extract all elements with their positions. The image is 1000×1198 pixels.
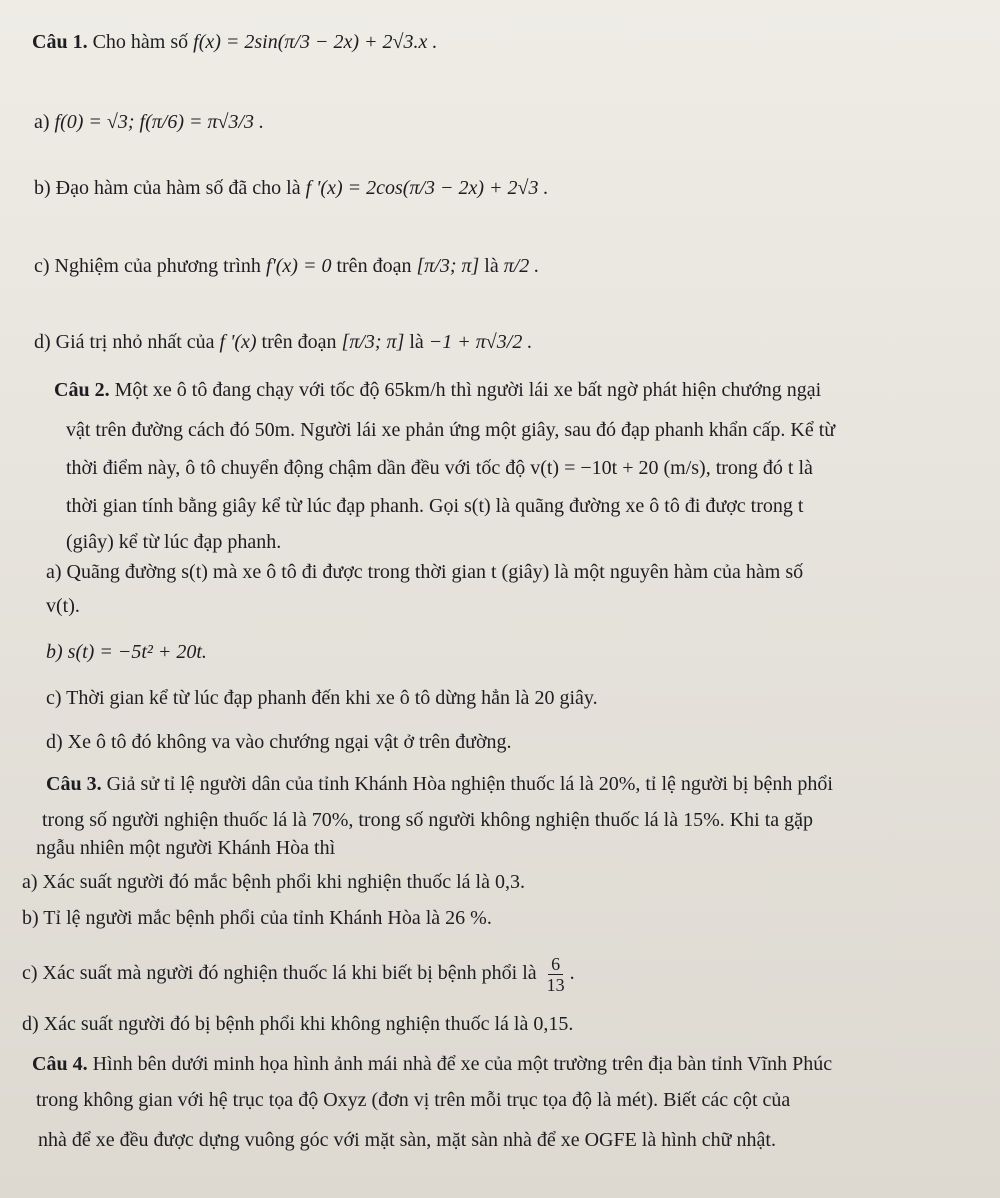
q2-label: Câu 2. bbox=[54, 379, 110, 401]
q3-text-1: Giả sử tỉ lệ người dân của tỉnh Khánh Hòa nghiện thuốc lá là 20%, tỉ lệ người bị bệnh phổi bbox=[106, 773, 833, 795]
q3-c-end: . bbox=[569, 962, 575, 985]
q4-line-2: trong không gian với hệ trục tọa độ Oxyz (đơn vị trên mỗi trục tọa độ là mét). Biết các cột của bbox=[36, 1089, 791, 1111]
q1-header bbox=[32, 30, 437, 54]
q1-a-text: f(0) = √3; f(π/6) = π√3/3 . bbox=[54, 111, 265, 133]
q1-formula: f(x) = 2sin(π/3 − 2x) + 2√3.x . bbox=[193, 31, 438, 53]
q1-option-a bbox=[34, 110, 264, 134]
q1-d-mid: trên đoạn bbox=[261, 331, 337, 353]
q1-d-label: d) bbox=[34, 331, 51, 353]
q1-d-answer: −1 + π√3/2 . bbox=[428, 331, 533, 353]
q4-line-1 bbox=[32, 1052, 832, 1076]
q1-d-interval: [π/3; π] bbox=[341, 331, 405, 353]
q3-option-b: b) Tỉ lệ người mắc bệnh phổi của tỉnh Khánh Hòa là 26 %. bbox=[22, 907, 492, 929]
q3-option-c bbox=[22, 954, 575, 995]
q2-option-d: d) Xe ô tô đó không va vào chướng ngại vật ở trên đường. bbox=[46, 731, 512, 753]
q1-option-d bbox=[34, 330, 532, 354]
q4-label: Câu 4. bbox=[32, 1053, 88, 1075]
q2-option-a-2: v(t). bbox=[46, 595, 80, 617]
q1-b-formula: f '(x) = 2cos(π/3 − 2x) + 2√3 . bbox=[305, 177, 549, 199]
q3-option-d: d) Xác suất người đó bị bệnh phổi khi không nghiện thuốc lá là 0,15. bbox=[22, 1013, 574, 1035]
q1-c-interval: [π/3; π] bbox=[416, 255, 480, 277]
q2-line-4: thời gian tính bằng giây kể từ lúc đạp phanh. Gọi s(t) là quãng đường xe ô tô đi được trong t bbox=[66, 495, 804, 517]
q2-line-5: (giây) kể từ lúc đạp phanh. bbox=[66, 531, 282, 553]
q1-option-c bbox=[34, 254, 539, 278]
q1-b-text: Đạo hàm của hàm số đã cho là bbox=[55, 177, 301, 199]
q3-line-2: trong số người nghiện thuốc lá là 70%, trong số người không nghiện thuốc lá là 15%. Khi ta gặp bbox=[42, 809, 814, 831]
q3-c-numerator: 6 bbox=[548, 954, 563, 975]
q3-line-1 bbox=[46, 772, 833, 796]
q1-d-la: là bbox=[409, 331, 424, 353]
q3-line-3: ngẫu nhiên một người Khánh Hòa thì bbox=[36, 837, 336, 859]
q1-c-answer: π/2 . bbox=[503, 255, 540, 277]
q4-text-1: Hình bên dưới minh họa hình ảnh mái nhà để xe của một trường trên địa bàn tỉnh Vĩnh Phúc bbox=[92, 1053, 833, 1075]
q1-b-label: b) bbox=[34, 177, 51, 199]
q1-c-label: c) bbox=[34, 255, 50, 277]
q2-option-b: b) s(t) = −5t² + 20t. bbox=[46, 641, 207, 663]
q1-c-mid: trên đoạn bbox=[336, 255, 412, 277]
q3-c-text: c) Xác suất mà người đó nghiện thuốc lá khi biết bị bệnh phổi là bbox=[22, 962, 537, 985]
q1-option-b bbox=[34, 176, 549, 200]
q2-line-2: vật trên đường cách đó 50m. Người lái xe phản ứng một giây, sau đó đạp phanh khẩn cấp. Kể từ bbox=[66, 419, 836, 441]
q2-option-c: c) Thời gian kể từ lúc đạp phanh đến khi xe ô tô dừng hẳn là 20 giây. bbox=[46, 687, 598, 709]
q1-a-label: a) bbox=[34, 111, 50, 133]
q1-c-la: là bbox=[484, 255, 499, 277]
q1-c-formula: f'(x) = 0 bbox=[265, 255, 332, 277]
q3-c-denominator: 13 bbox=[546, 975, 565, 995]
q1-d-formula: f '(x) bbox=[219, 331, 257, 353]
q1-prompt: Cho hàm số bbox=[92, 31, 189, 53]
q2-line-3: thời điểm này, ô tô chuyển động chậm dần đều với tốc độ v(t) = −10t + 20 (m/s), trong đó t là bbox=[66, 457, 813, 479]
q1-label: Câu 1. bbox=[32, 31, 88, 53]
q4-line-3: nhà để xe đều được dựng vuông góc với mặt sàn, mặt sàn nhà để xe OGFE là hình chữ nhật. bbox=[38, 1129, 776, 1151]
q2-option-a-1: a) Quãng đường s(t) mà xe ô tô đi được trong thời gian t (giây) là một nguyên hàm của hàm số bbox=[46, 561, 804, 583]
q3-label: Câu 3. bbox=[46, 773, 102, 795]
q3-c-fraction bbox=[544, 954, 568, 995]
q2-text-1: Một xe ô tô đang chạy với tốc độ 65km/h thì người lái xe bất ngờ phát hiện chướng ngại bbox=[114, 379, 822, 401]
q1-d-text: Giá trị nhỏ nhất của bbox=[55, 331, 215, 353]
q3-option-a: a) Xác suất người đó mắc bệnh phổi khi nghiện thuốc lá là 0,3. bbox=[22, 871, 525, 893]
q1-c-text: Nghiệm của phương trình bbox=[54, 255, 261, 277]
q2-line-1 bbox=[54, 378, 821, 402]
